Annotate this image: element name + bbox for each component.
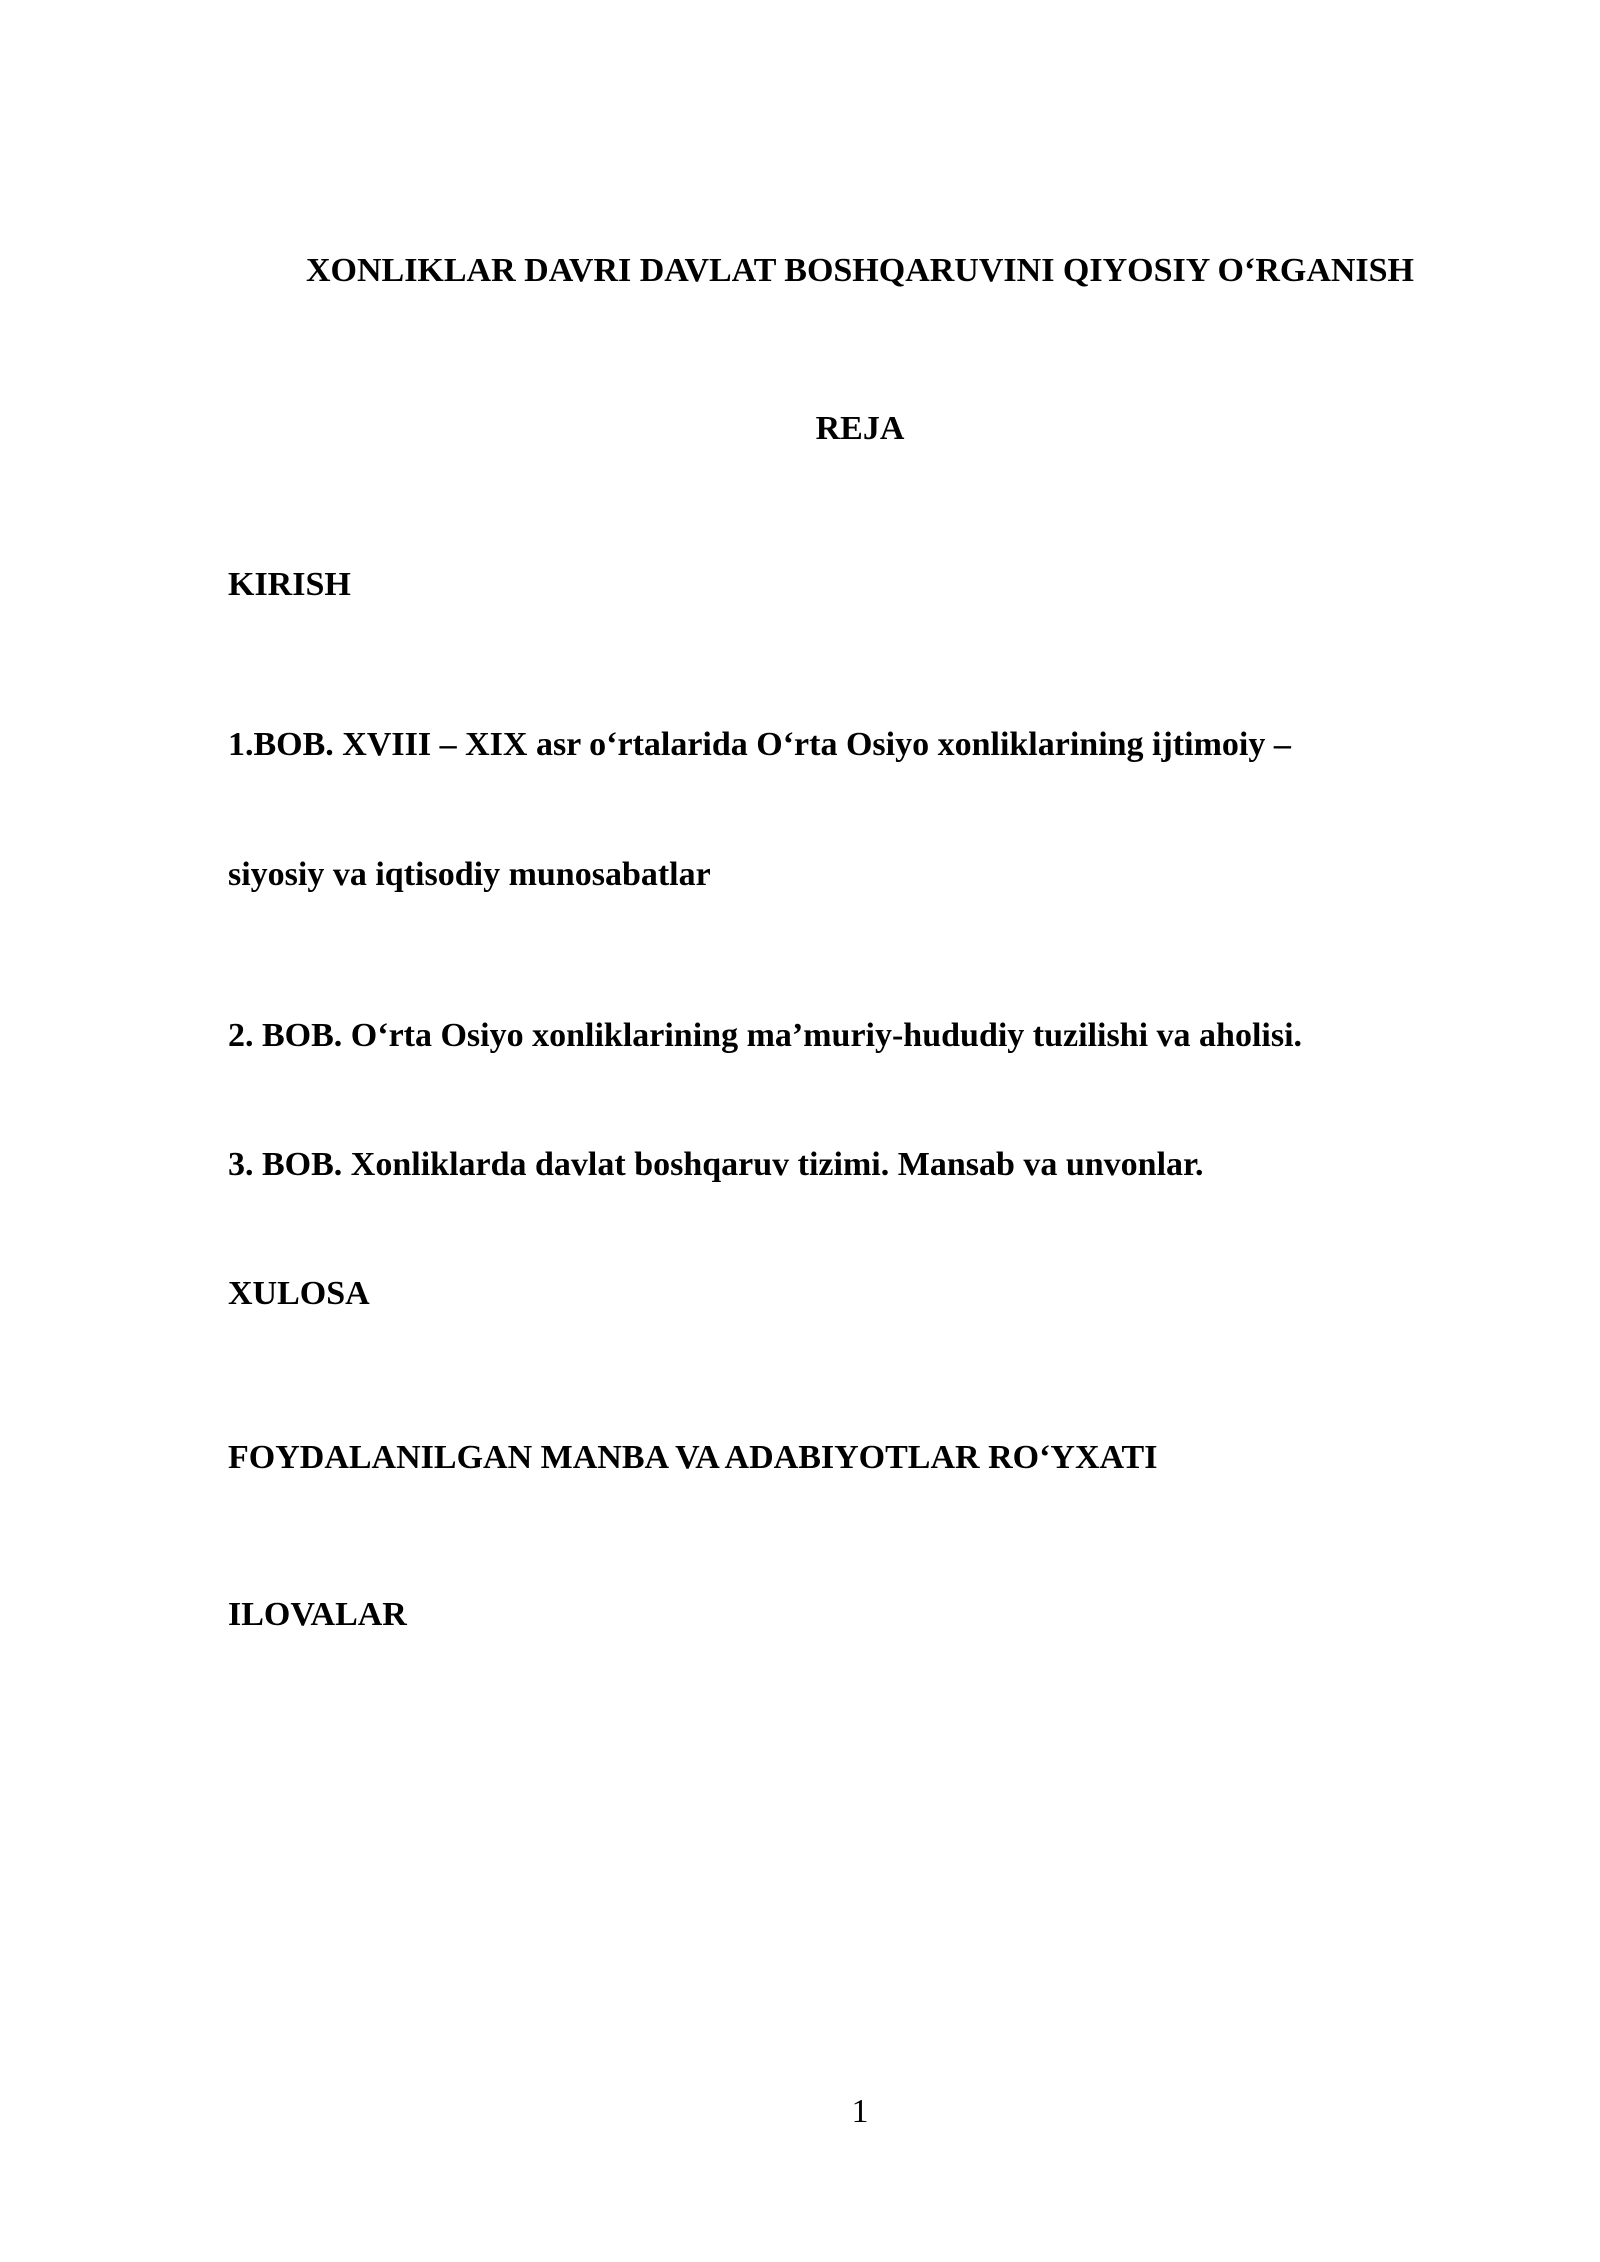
plan-item-chapter-3: 3. BOB. Xonliklarda davlat boshqaruv tizimi. Mansab va unvonlar. (228, 1146, 1204, 1183)
plan-item-chapter-1-line-1: 1.BOB. XVIII – XIX asr o‘rtalarida O‘rta Osiyo xonliklarining ijtimoiy – (228, 726, 1291, 763)
page-number: 1 (851, 2093, 869, 2130)
plan-item-references: FOYDALANILGAN MANBA VA ADABIYOTLAR RO‘YXATI (228, 1439, 1158, 1476)
plan-item-kirish: KIRISH (228, 566, 351, 603)
plan-item-appendices: ILOVALAR (228, 1596, 407, 1633)
plan-item-chapter-1-line-2: siyosiy va iqtisodiy munosabatlar (228, 856, 711, 893)
plan-item-chapter-2: 2. BOB. O‘rta Osiyo xonliklarining ma’muriy-hududiy tuzilishi va aholisi. (228, 1017, 1303, 1054)
plan-item-xulosa: XULOSA (228, 1275, 370, 1312)
plan-heading: REJA (815, 410, 905, 447)
document-title: XONLIKLAR DAVRI DAVLAT BOSHQARUVINI QIYOSIY O‘RGANISH (305, 252, 1415, 289)
